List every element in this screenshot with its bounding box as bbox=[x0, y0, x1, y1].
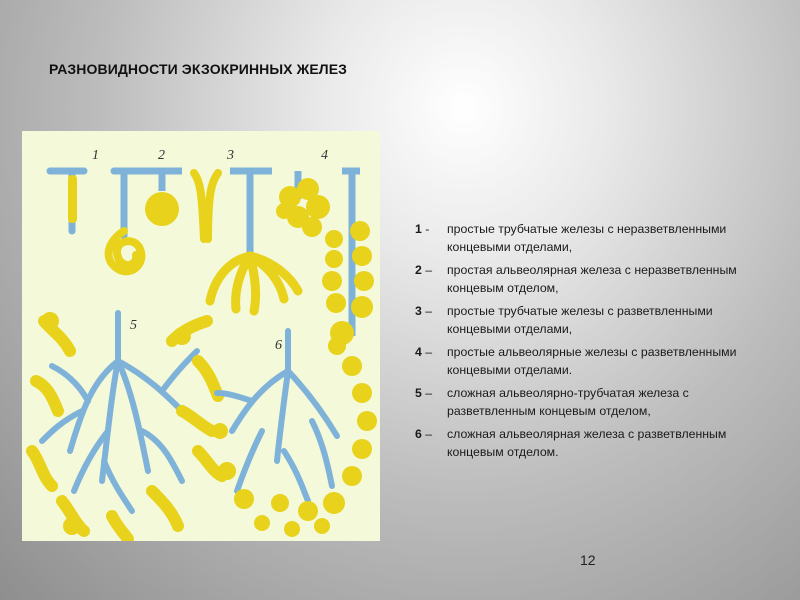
legend-item bbox=[415, 261, 775, 297]
legend-number: 3 bbox=[415, 304, 422, 318]
figure-label-6: 6 bbox=[275, 338, 282, 353]
legend-item bbox=[415, 425, 775, 461]
legend-item bbox=[415, 302, 775, 338]
glands-illustration bbox=[22, 131, 380, 541]
legend-text: простые трубчатые железы с разветвленными концевыми отделами, bbox=[447, 304, 713, 336]
figure-label-4: 4 bbox=[321, 148, 328, 163]
legend-text: простые трубчатые железы с неразветвленными концевыми отделами, bbox=[447, 222, 727, 254]
figure-label-2: 2 bbox=[158, 148, 165, 163]
legend-separator: – bbox=[425, 386, 433, 400]
legend-separator: – bbox=[425, 263, 433, 277]
gland-4 bbox=[276, 171, 374, 345]
slide-title: РАЗНОВИДНОСТИ ЭКЗОКРИННЫХ ЖЕЛЕЗ bbox=[49, 61, 348, 77]
legend-separator: - bbox=[425, 222, 430, 236]
gland-5 bbox=[32, 312, 228, 539]
legend-item bbox=[415, 384, 775, 420]
legend-number: 1 bbox=[415, 222, 422, 236]
gland-types-legend bbox=[415, 220, 775, 466]
legend-item bbox=[415, 220, 775, 256]
legend-number: 2 bbox=[415, 263, 422, 277]
legend-number: 4 bbox=[415, 345, 422, 359]
legend-number: 6 bbox=[415, 427, 422, 441]
legend-item bbox=[415, 343, 775, 379]
legend-number: 5 bbox=[415, 386, 422, 400]
legend-separator: – bbox=[425, 427, 433, 441]
legend-separator: – bbox=[425, 304, 433, 318]
page-number: 12 bbox=[580, 552, 596, 568]
figure-label-1: 1 bbox=[92, 148, 99, 163]
legend-text: сложная альвеолярно-трубчатая железа с разветвленным концевым отделом, bbox=[447, 386, 689, 418]
legend-text: простая альвеолярная железа с неразветвленным концевым отделом, bbox=[447, 263, 737, 295]
legend-text: простые альвеолярные железы с разветвленными концевыми отделами. bbox=[447, 345, 737, 377]
legend-text: сложная альвеолярная железа с разветвленным концевым отделом. bbox=[447, 427, 727, 459]
figure-label-5: 5 bbox=[130, 318, 137, 333]
gland-1 bbox=[50, 171, 141, 271]
legend-separator: – bbox=[425, 345, 433, 359]
gland-2 bbox=[140, 171, 182, 226]
figure-label-3: 3 bbox=[227, 148, 234, 163]
gland-6 bbox=[217, 331, 377, 537]
